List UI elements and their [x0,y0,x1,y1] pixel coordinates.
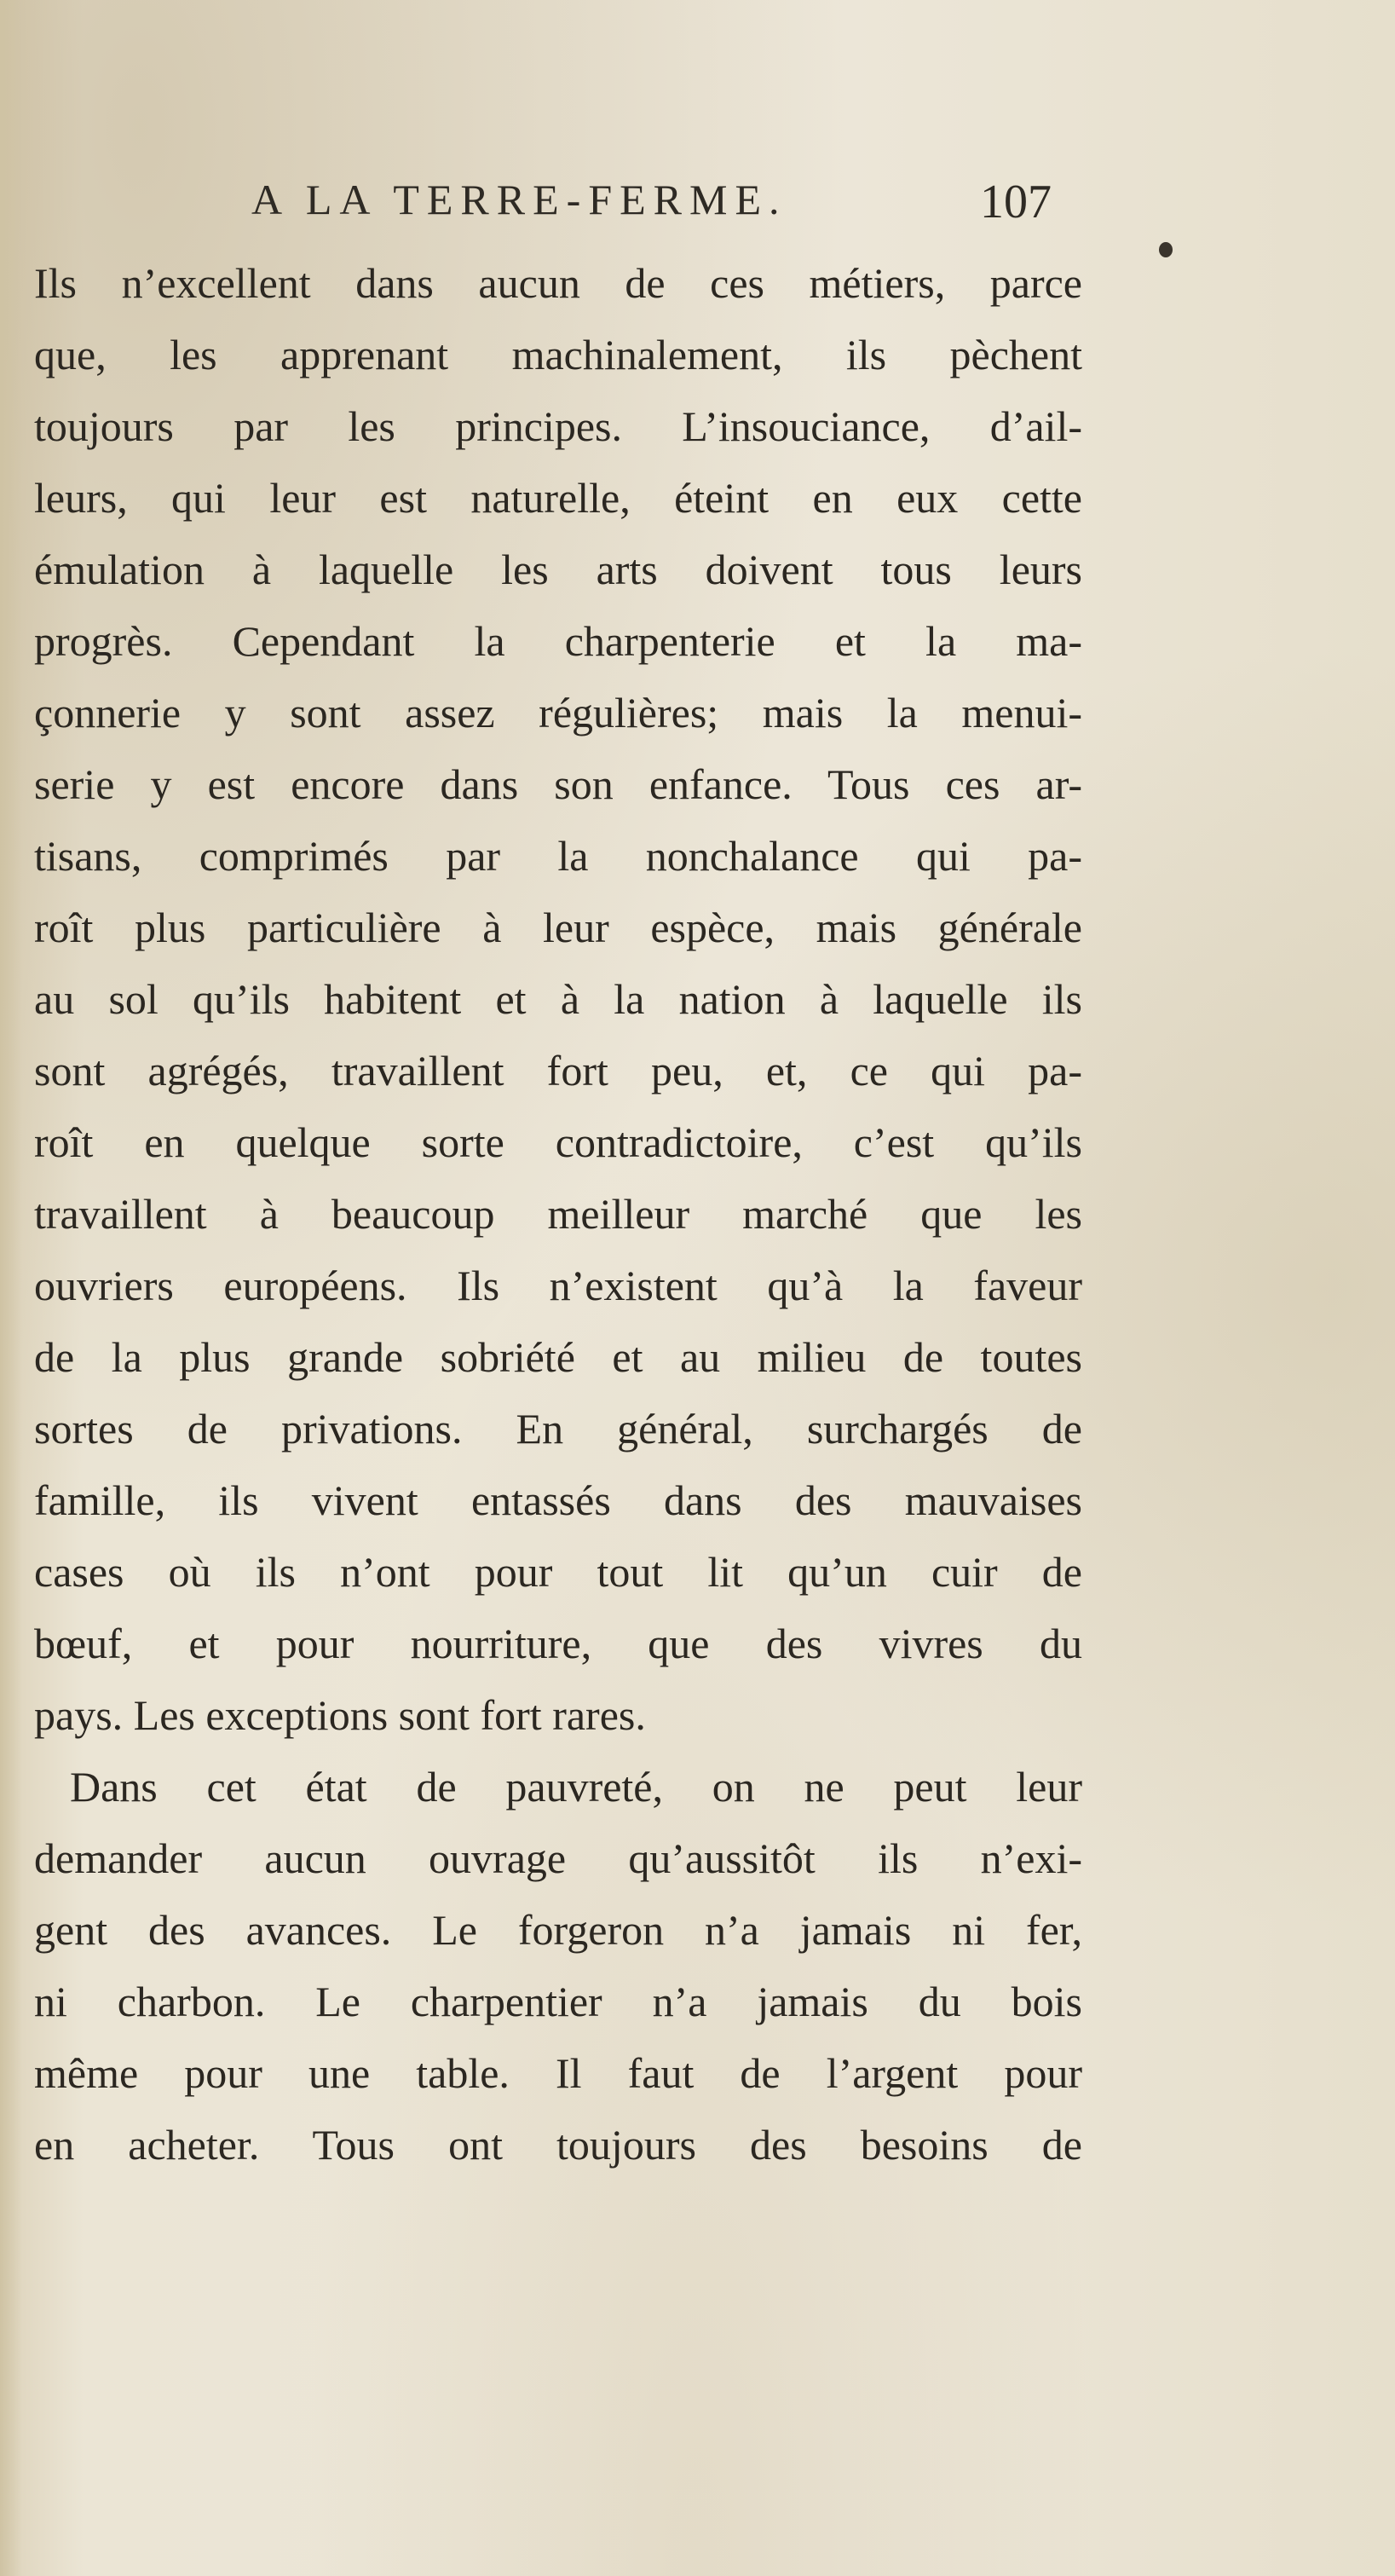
text-line: en acheter. Tous ont toujours des besoins de [34,2121,1082,2169]
text-line: pays. Les exceptions sont fort rares. [34,1691,646,1739]
text-line: çonnerie y sont assez régulières; mais la menui- [34,689,1082,736]
text-line: sont agrégés, travaillent fort peu, et, ce qui pa- [34,1047,1082,1095]
text-line: roît en quelque sorte contradictoire, c’est qu’ils [34,1118,1082,1166]
text-line: demander aucun ouvrage qu’aussitôt ils n’exi- [34,1834,1082,1882]
text-line: sortes de privations. En général, surchargés de [34,1405,1082,1453]
body-text [34,247,1082,2180]
text-line: ni charbon. Le charpentier n’a jamais du bois [34,1978,1082,2025]
text-line: toujours par les principes. L’insouciance, d’ail- [34,402,1082,450]
text-line: de la plus grande sobriété et au milieu de toutes [34,1333,1082,1381]
text-line: cases où ils n’ont pour tout lit qu’un cuir de [34,1548,1082,1596]
text-line: au sol qu’ils habitent et à la nation à laquelle ils [34,975,1082,1023]
paragraph-1 [34,247,1082,1751]
text-line: progrès. Cependant la charpenterie et la ma- [34,617,1082,665]
page-number: 107 [980,176,1052,228]
text-line: gent des avances. Le forgeron n’a jamais ni fer, [34,1906,1082,1954]
text-line: serie y est encore dans son enfance. Tous ces ar- [34,760,1082,808]
text-line: ouvriers européens. Ils n’existent qu’à la faveur [34,1262,1082,1309]
text-line: Dans cet état de pauvreté, on ne peut leur [70,1763,1082,1811]
paragraph-2 [34,1751,1082,2180]
text-line: tisans, comprimés par la nonchalance qui pa- [34,832,1082,880]
ink-spot [1159,242,1173,257]
text-line: bœuf, et pour nourriture, que des vivres du [34,1620,1082,1667]
text-line: Ils n’excellent dans aucun de ces métiers, parce [34,259,1082,307]
text-line: roît plus particulière à leur espèce, mais générale [34,904,1082,951]
text-line: famille, ils vivent entassés dans des mauvaises [34,1476,1082,1524]
text-line: émulation à laquelle les arts doivent tous leurs [34,546,1082,593]
page-gutter-shadow [0,0,22,2576]
text-line: travaillent à beaucoup meilleur marché que les [34,1190,1082,1238]
text-line: même pour une table. Il faut de l’argent pour [34,2049,1082,2097]
running-head: A LA TERRE-FERME. [251,176,787,223]
page-header [0,175,1395,234]
text-line: que, les apprenant machinalement, ils pèchent [34,331,1082,378]
text-line: leurs, qui leur est naturelle, éteint en eux cette [34,474,1082,522]
